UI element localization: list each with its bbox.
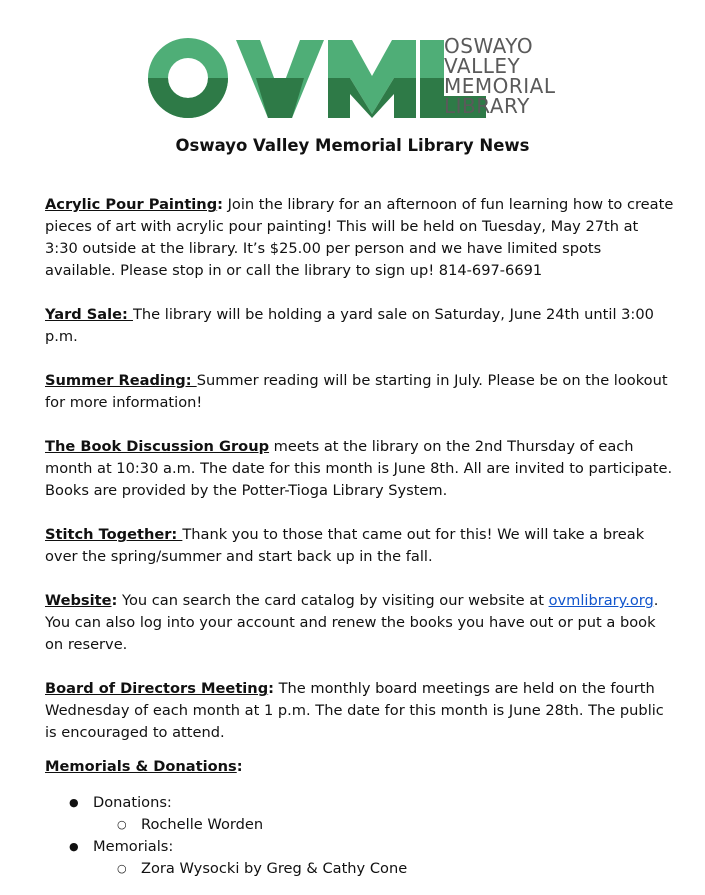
- website-link[interactable]: ovmlibrary.org: [548, 592, 654, 609]
- heading-colon: :: [268, 680, 274, 697]
- section-heading: Summer Reading:: [45, 372, 197, 389]
- section-summer-reading: [45, 370, 675, 414]
- logo-letter-v: [236, 40, 324, 118]
- heading-colon: :: [236, 758, 243, 775]
- logo-line: MEMORIAL: [444, 74, 556, 98]
- section-acrylic-pour: [45, 194, 675, 282]
- logo-line: VALLEY: [444, 54, 521, 78]
- list-item: ○ Rochelle Worden: [93, 814, 675, 836]
- logo-letter-m: [328, 40, 416, 118]
- list-item-memorials: [45, 836, 675, 880]
- section-heading: The Book Discussion Group: [45, 438, 270, 455]
- memorials-list: [45, 792, 675, 880]
- newsletter-body: [45, 194, 675, 880]
- section-yard-sale: [45, 304, 675, 348]
- section-stitch-together: [45, 524, 675, 568]
- section-heading: Acrylic Pour Painting: [45, 196, 218, 213]
- list-item: ○ Zora Wysocki by Greg & Cathy Cone: [93, 858, 675, 880]
- section-heading: Yard Sale:: [45, 306, 133, 323]
- section-website: [45, 590, 675, 656]
- section-body: The monthly board meetings are held on the fourth Wednesday of each month at 1 p.m. The date for this month is June 28th. The public is encouraged to attend.: [45, 680, 664, 741]
- section-heading: Stitch Together:: [45, 526, 183, 543]
- logo-line: OSWAYO: [444, 34, 534, 58]
- list-group-label: Memorials:: [93, 838, 174, 855]
- section-body: The library will be holding a yard sale on Saturday, June 24th until 3:00 p.m.: [45, 306, 654, 345]
- heading-colon: :: [111, 592, 118, 609]
- section-body: You can search the card catalog by visiting our website at: [117, 592, 549, 609]
- logo-line: LIBRARY: [444, 94, 530, 118]
- section-memorials-donations: [45, 756, 675, 880]
- section-body: Summer reading will be starting in July. Please be on the lookout for more information!: [45, 372, 668, 411]
- section-body: Join the library for an afternoon of fun learning how to create pieces of art with acrylic pour painting! This will be held on Tuesday, May 27th at 3:30 outside at the library. It’s $25.00 per person and we have limited spots available. Please stop in or call the library to sign up! 814-697-6691: [45, 196, 674, 279]
- section-book-group: [45, 436, 675, 502]
- memorials-sublist: [93, 858, 675, 880]
- logo-wordmark: [444, 36, 556, 116]
- section-heading: Memorials & Donations: [45, 758, 237, 775]
- logo-letter-o: [148, 38, 228, 118]
- section-heading: Website: [45, 592, 112, 609]
- donations-sublist: [93, 814, 675, 836]
- list-group-label: Donations:: [93, 794, 172, 811]
- section-body: meets at the library on the 2nd Thursday of each month at 10:30 a.m. The date for this month is June 8th. All are invited to participate. Books are provided by the Potter-Tioga Library System.: [45, 438, 673, 499]
- section-heading: Board of Directors Meeting: [45, 680, 269, 697]
- section-board-meeting: [45, 678, 675, 744]
- page-title: Oswayo Valley Memorial Library News: [175, 136, 530, 155]
- section-body: Thank you to those that came out for this! We will take a break over the spring/summer and start back up in the fall.: [45, 526, 645, 565]
- section-body-continued: . You can also log into your account and renew the books you have out or put a book on reserve.: [45, 592, 659, 653]
- heading-colon: :: [217, 196, 223, 213]
- list-item-donations: [45, 792, 675, 836]
